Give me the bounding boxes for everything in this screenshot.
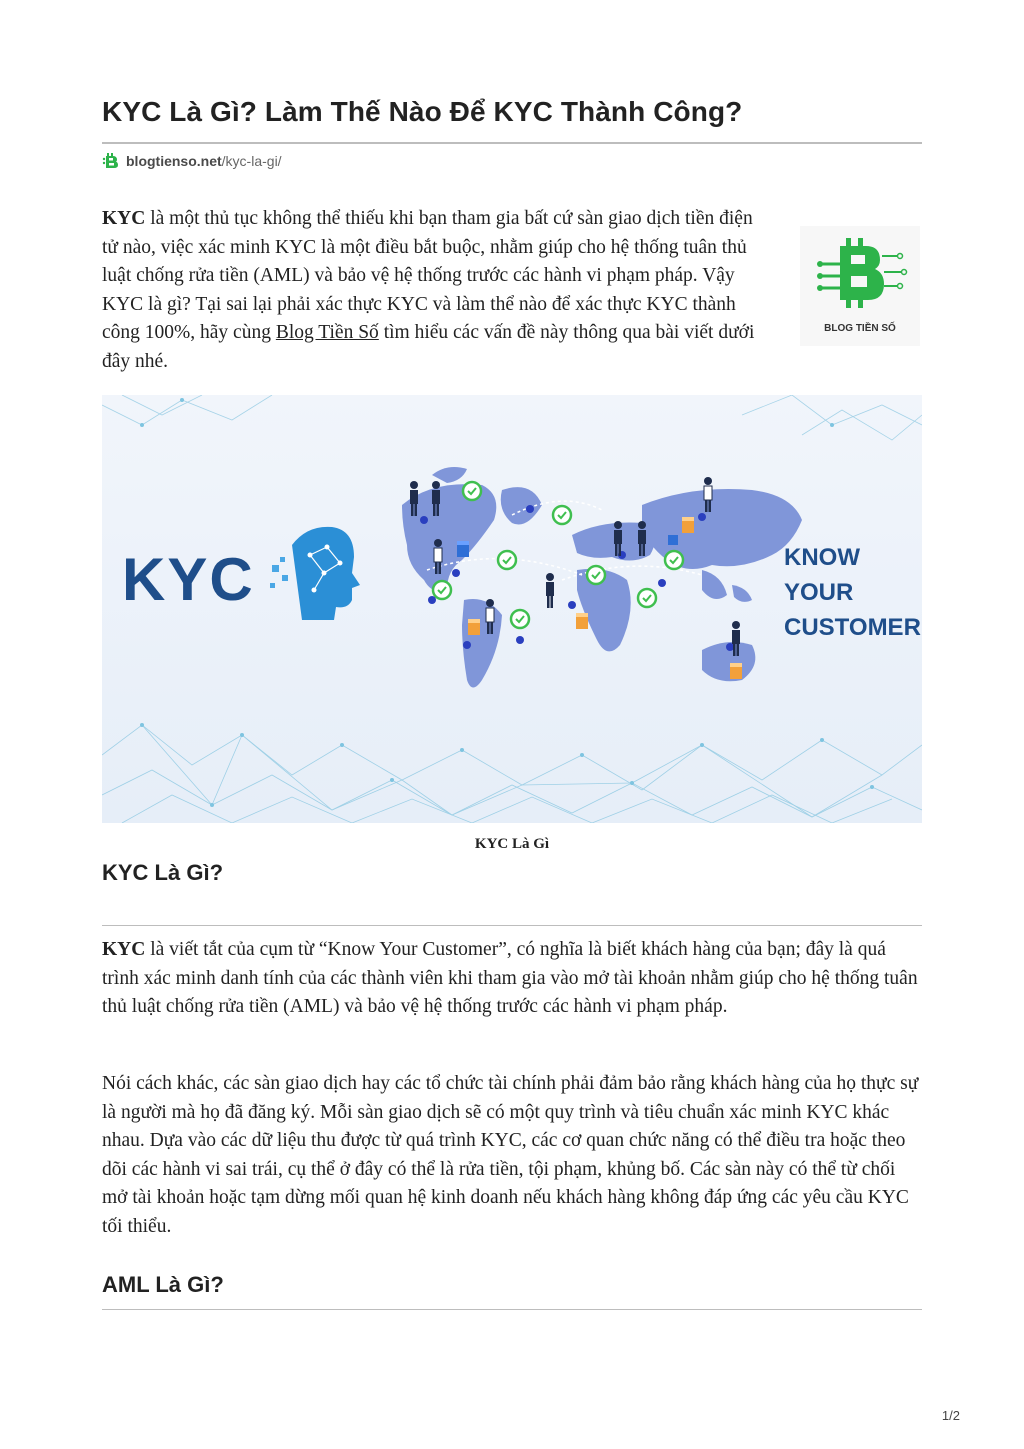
kyc-definition-text: là viết tắt của cụm từ “Know Your Customer”, có nghĩa là biết khách hàng của bạn; đây là quá trình xác minh danh tính của các thành viên khi tham gia vào mở tài khoản nhằm giúp cho hệ thống tuân thủ luật chống rửa tiền (AML) và bảo vệ hệ thống trước các hành vi phạm pháp. (102, 939, 918, 1018)
intro-lead: KYC (102, 208, 146, 229)
section-heading-kyc: KYC Là Gì? (102, 860, 224, 885)
kyc-definition-paragraph (102, 936, 922, 1022)
blogtienso-favicon-icon (102, 152, 120, 170)
section-heading-aml: AML Là Gì? (102, 1272, 224, 1297)
kyc-hero-image (102, 395, 922, 823)
image-caption: KYC Là Gì (474, 836, 550, 852)
section-divider (102, 925, 922, 926)
source-link[interactable] (102, 152, 282, 170)
intro-text: là một thủ tục không thể thiếu khi bạn tham gia bất cứ sàn giao dịch tiền điện tử nào, việc xác minh KYC là một điều bắt buộc, nhằm giúp cho hệ thống tuân thủ luật chống rửa tiền (AML) và bảo vệ hệ thống trước các hành vi phạm pháp. Vậy KYC là gì? Tại sai lại phải xác thực KYC và làm thể nào để xác thực KYC thành công 100%, hãy cùng (102, 208, 753, 344)
source-path[interactable]: /kyc-la-gi/ (221, 153, 282, 169)
know-text: KNOW (784, 544, 860, 571)
blog-tien-so-logo (800, 226, 920, 346)
intro-paragraph (102, 205, 772, 377)
kyc-logotype: KYC (122, 546, 255, 613)
title-divider (102, 142, 922, 144)
blog-tien-so-link[interactable]: Blog Tiền Số (275, 322, 379, 344)
source-domain[interactable]: blogtienso.net (126, 153, 222, 169)
page-title: KYC Là Gì? Làm Thế Nào Để KYC Thành Công? (102, 96, 743, 127)
kyc-definition-lead: KYC (102, 939, 146, 960)
logo-caption: BLOG TIỀN SỐ (824, 323, 896, 334)
section-divider-aml (102, 1309, 922, 1310)
customer-text: CUSTOMER (784, 614, 921, 641)
your-text: YOUR (784, 579, 854, 606)
intro-text-end: tìm hiểu các vấn đề này thông qua bài viết dưới đây nhé. (102, 322, 755, 372)
page-number: 1/2 (941, 1408, 960, 1423)
kyc-explanation-paragraph: Nói cách khác, các sàn giao dịch hay các tổ chức tài chính phải đảm bảo rằng khách hàng của họ thực sự là người mà họ đã đăng ký. Mỗi sàn giao dịch sẽ có một quy trình và tiêu chuẩn xác minh KYC khác nhau. Dựa vào các dữ liệu thu được từ quá trình KYC, các cơ quan chức năng có thể điều tra hoặc theo dõi các hành vi sai trái, cụ thể ở đây có thể là rửa tiền, tội phạm, khủng bố. Các sàn này có thể từ chối mở tài khoản hoặc tạm dừng mối quan hệ kinh doanh nếu khách hàng không đáp ứng các yêu cầu KYC tối thiểu. (102, 1073, 919, 1237)
